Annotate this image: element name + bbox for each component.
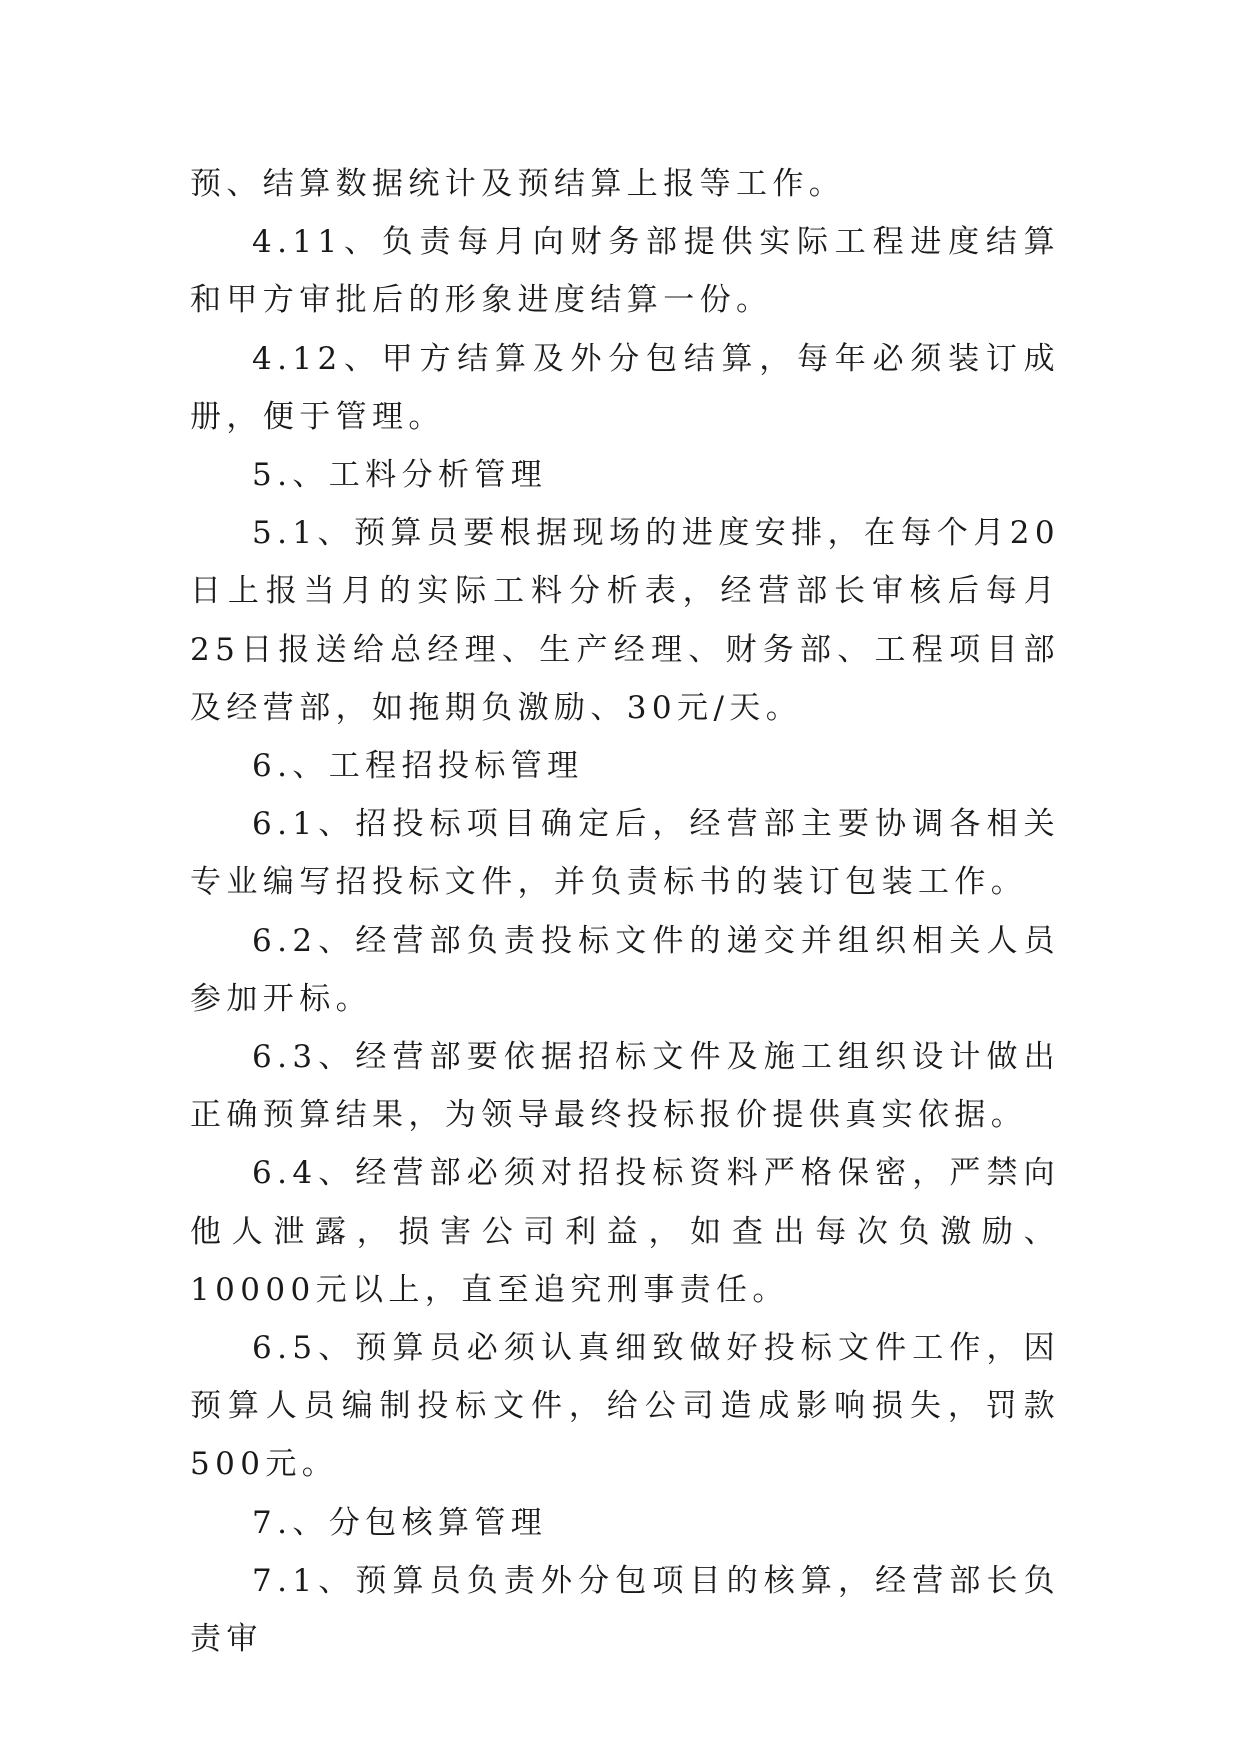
- paragraph: 5.1、预算员要根据现场的进度安排，在每个月20日上报当月的实际工料分析表，经营部长审核后每月25日报送给总经理、生产经理、财务部、工程项目部及经营部，如拖期负激励、30元/天。: [190, 515, 1060, 726]
- paragraph: 4.12、甲方结算及外分包结算，每年必须装订成册，便于管理。: [190, 340, 1060, 435]
- document-body: [190, 155, 1060, 1668]
- paragraph: 7.1、预算员负责外分包项目的核算，经营部长负责审: [190, 1562, 1060, 1658]
- paragraph: 预、结算数据统计及预结算上报等工作。: [190, 166, 846, 202]
- paragraph: 6.5、预算员必须认真细致做好投标文件工作，因预算人员编制投标文件，给公司造成影响损失，罚款500元。: [190, 1330, 1060, 1483]
- section-heading: 7.、分包核算管理: [252, 1504, 548, 1541]
- paragraph: 6.4、经营部必须对招投标资料严格保密，严禁向他人泄露，损害公司利益，如查出每次负激励、10000元以上，直至追究刑事责任。: [190, 1155, 1060, 1308]
- section-heading: 6.、工程招投标管理: [252, 748, 584, 785]
- section-heading: 5.、工料分析管理: [252, 457, 548, 494]
- paragraph: 6.3、经营部要依据招标文件及施工组织设计做出正确预算结果，为领导最终投标报价提供真实依据。: [190, 1039, 1060, 1134]
- paragraph: 4.11、负责每月向财务部提供实际工程进度结算和甲方审批后的形象进度结算一份。: [190, 224, 1060, 319]
- paragraph: 6.1、招投标项目确定后，经营部主要协调各相关专业编写招投标文件，并负责标书的装订包装工作。: [190, 806, 1060, 901]
- paragraph: 6.2、经营部负责投标文件的递交并组织相关人员参加开标。: [190, 922, 1060, 1017]
